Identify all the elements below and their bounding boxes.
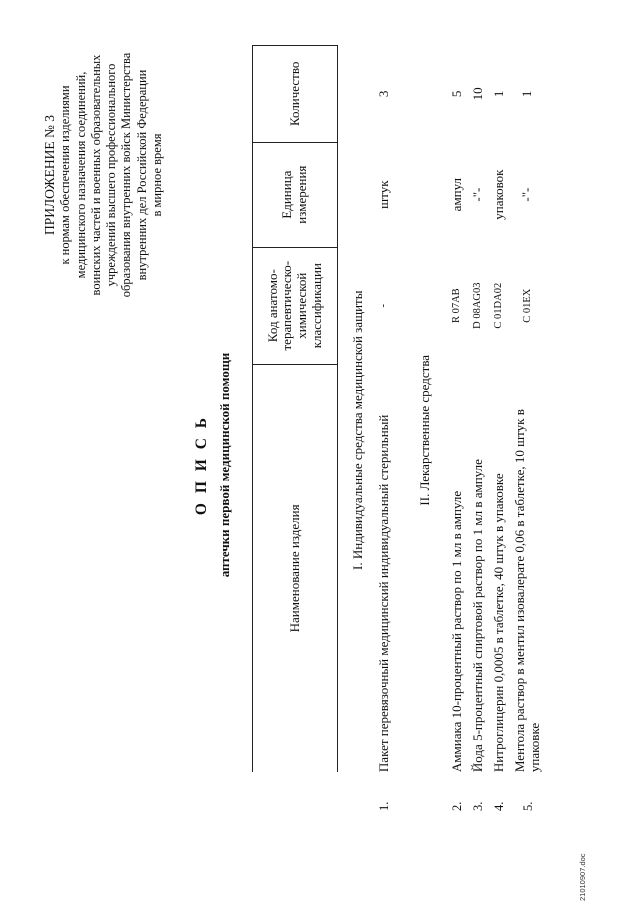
header-qty: Количество (253, 46, 338, 143)
appendix-line: к нормам обеспечения изделиями (58, 85, 73, 265)
footer-file-stamp: 21010907.doc (578, 853, 587, 901)
document-title-block (193, 255, 233, 675)
row-unit: -"- (519, 187, 535, 202)
table-row (510, 46, 546, 816)
row-name: Пакет перевязочный медицинский индивидуальный стерильный (376, 414, 391, 773)
section-title: II. Лекарственные средства (416, 354, 432, 506)
row-number: 3. (471, 801, 486, 811)
row-name: Нитроглицерин 0,0005 в таблетке, 40 штук в упаковке (490, 473, 506, 773)
row-qty: 10 (469, 87, 485, 101)
row-name: Ментола раствор в ментил изовалерате 0,06 в таблетке, 10 штук в упаковке (511, 409, 542, 773)
row-code: R 07AB (451, 288, 463, 324)
row-number: 1. (377, 801, 392, 811)
table-header-row (253, 46, 338, 816)
row-name: Аммиака 10-процентный раствор по 1 мл в ампуле (448, 490, 464, 773)
header-unit: Единица измерения (253, 142, 338, 247)
row-code: C 01DA02 (493, 282, 505, 329)
row-unit: -"- (469, 187, 485, 202)
appendix-header (42, 5, 165, 345)
row-unit: штук (376, 180, 391, 209)
table-row (489, 46, 510, 816)
section-row (338, 46, 375, 816)
row-code: - (378, 303, 390, 308)
row-number: 5. (520, 801, 535, 811)
row-qty: 3 (376, 90, 391, 98)
table-row (374, 46, 395, 816)
table-row (447, 46, 468, 816)
row-code: C 01EX (521, 288, 533, 323)
row-name: Йода 5-процентный спиртовой раствор по 1 мл в ампуле (469, 459, 485, 773)
row-unit: упаковок (490, 169, 506, 220)
appendix-title: ПРИЛОЖЕНИЕ № 3 (42, 114, 57, 236)
row-number: 4. (492, 801, 507, 811)
document-title: О П И С Ь (193, 414, 210, 516)
row-qty: 5 (448, 90, 464, 98)
section-row (395, 46, 447, 816)
row-number: 2. (450, 801, 465, 811)
appendix-line: в мирное время (149, 133, 164, 217)
header-name: Наименование изделия (253, 364, 338, 772)
inventory-table (252, 45, 546, 815)
row-qty: 1 (519, 90, 535, 98)
appendix-line: воинских частей и военных образовательных (88, 54, 103, 296)
row-code: D 08AG03 (472, 282, 484, 329)
appendix-line: медицинского назначения соединений, (73, 71, 88, 279)
table-row (468, 46, 489, 816)
header-num-spacer (253, 772, 338, 815)
row-qty: 1 (490, 90, 506, 98)
row-unit: ампул (448, 177, 464, 212)
header-code: Код анатомо-терапевтическо-химической классификации (253, 247, 338, 364)
appendix-line: учреждений высшего профессионального (104, 63, 119, 287)
appendix-line: образования внутренних войск Министерства (119, 52, 134, 298)
document-subtitle: аптечки первой медицинской помощи (217, 352, 232, 578)
section-title: I. Индивидуальные средства медицинской защиты (350, 290, 365, 570)
appendix-line: внутренних дел Российской Федерации (134, 69, 149, 281)
